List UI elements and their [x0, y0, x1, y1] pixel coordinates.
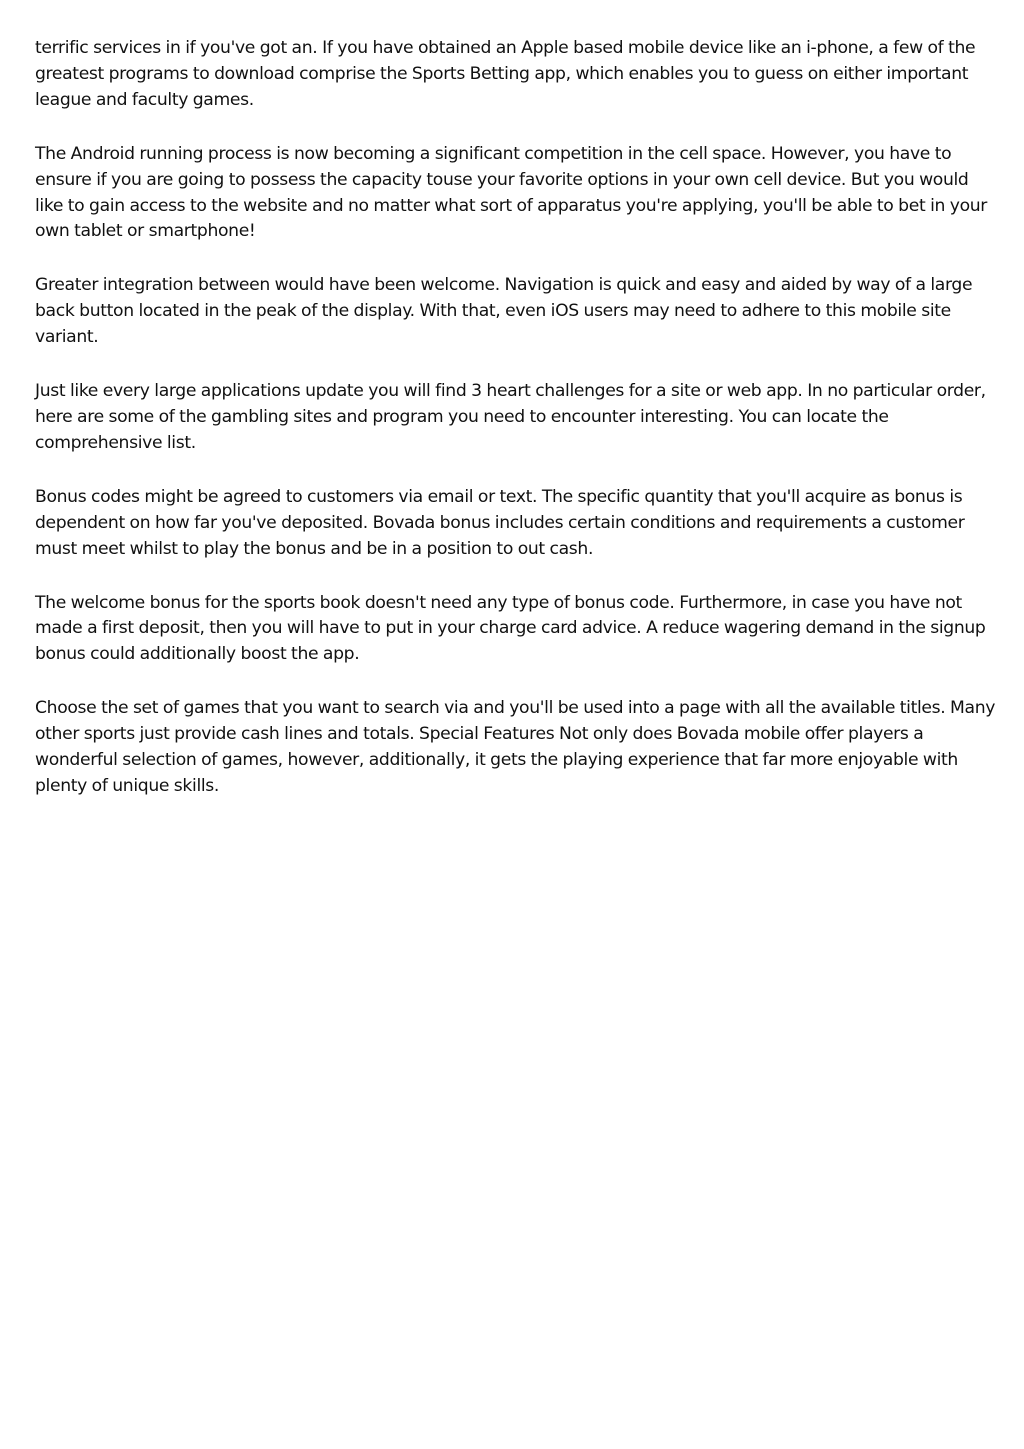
paragraph: The Android running process is now becoming a significant competition in the cell space. However, you have to ensure if you are going to possess the capacity touse your favorite options in your own cell device. But you would like to gain access to the website and no matter what sort of apparatus you're applying, you'll be able to bet in your own tablet or smartphone! [35, 143, 987, 242]
paragraph: Choose the set of games that you want to search via and you'll be used into a page with all the available titles. Many other sports just provide cash lines and totals. Special Features Not only does Bovada mobile offer players a wonderful selection of games, however, additionally, it gets the playing experience that far more enjoyable with plenty of unique skills. [35, 698, 996, 796]
paragraph: Greater integration between would have been welcome. Navigation is quick and easy and aided by way of a large back button located in the peak of the display. With that, even iOS users may need to adhere to this mobile site variant. [35, 275, 973, 348]
paragraph: Bonus codes might be agreed to customers via email or text. The specific quantity that you'll acquire as bonus is dependent on how far you've deposited. Bovada bonus includes certain conditions and requirements a customer must meet whilst to play the bonus and be in a position to out cash. [35, 486, 965, 559]
document-page [35, 36, 997, 828]
paragraph: The welcome bonus for the sports book doesn't need any type of bonus code. Furthermore, in case you have not made a first deposit, then you will have to put in your charge card advice. A reduce wagering demand in the signup bonus could additionally boost the app. [35, 592, 986, 665]
paragraph: terrific services in if you've got an. If you have obtained an Apple based mobile device like an i-phone, a few of the greatest programs to download comprise the Sports Betting app, which enables you to guess on either important league and faculty games. [35, 38, 976, 110]
paragraph: Just like every large applications update you will find 3 heart challenges for a site or web app. In no particular order, here are some of the gambling sites and program you need to encounter interesting. You can locate the comprehensive list. [35, 381, 986, 453]
